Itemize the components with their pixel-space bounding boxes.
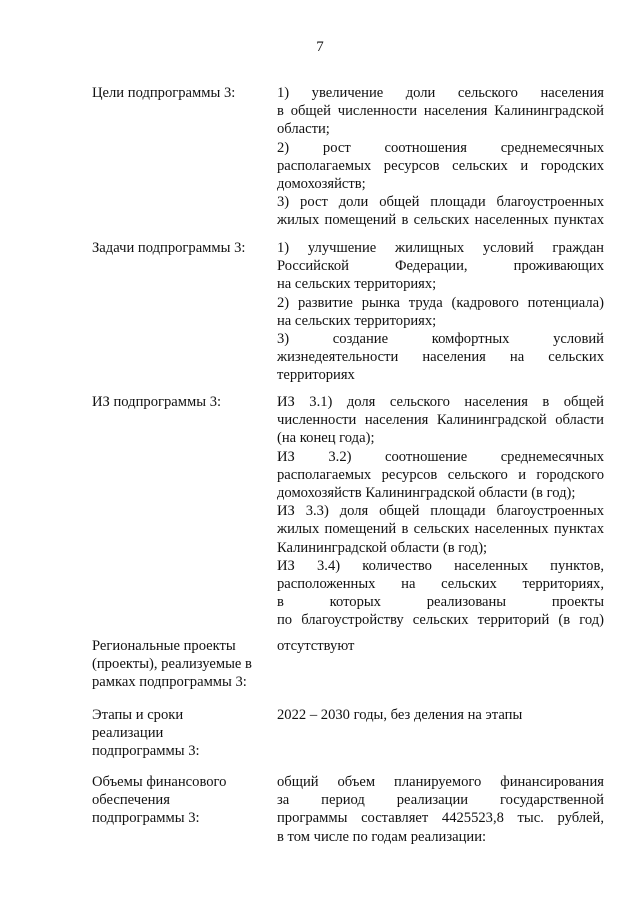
page-number: 7	[316, 39, 324, 55]
row-label-line: (проекты), реализуемые в	[92, 656, 252, 673]
row-content-line: (на конец года);	[277, 430, 375, 447]
row-content	[277, 773, 604, 846]
row-label-line: Задачи подпрограммы 3:	[92, 240, 246, 256]
row-content-line: жилых помещений в сельских населенных пунктах	[277, 212, 604, 229]
row-content-line: ИЗ 3.2) соотношение среднемесячных	[277, 448, 604, 465]
row-label	[92, 393, 270, 411]
row-label	[92, 706, 270, 761]
row-content-line: программы составляет 4425523,8 тыс. рублей,	[277, 810, 604, 827]
row-label-line: подпрограммы 3:	[92, 743, 200, 760]
row-content-line: располагаемых ресурсов сельского и городского	[277, 466, 604, 483]
row-label	[92, 773, 270, 828]
row-content-line: в том числе по годам реализации:	[277, 828, 487, 845]
row-content-line: в общей численности населения Калининградской	[277, 103, 604, 120]
row-content-line: общий объем планируемого финансирования	[277, 774, 604, 790]
row-content-line: по благоустройству сельских территорий (в год)	[277, 612, 604, 629]
row-content-line: домохозяйств Калининградской области (в год);	[277, 485, 576, 502]
row-label	[92, 239, 270, 257]
row-label-line: реализации	[92, 725, 164, 742]
row-label-line: Объемы финансового	[92, 774, 227, 790]
row-label-line: Цели подпрограммы 3:	[92, 85, 236, 101]
row-content-line: расположенных на сельских территориях,	[277, 576, 604, 593]
row-content-line: численности населения Калининградской области	[277, 412, 604, 429]
row-content-line: 3) создание комфортных условий	[277, 331, 604, 348]
row-content-line: на сельских территориях;	[277, 312, 437, 329]
row-label-line: Этапы и сроки	[92, 707, 184, 723]
row-content	[277, 84, 604, 230]
row-content-line: на сельских территориях;	[277, 276, 437, 293]
row-content-line: 3) рост доли общей площади благоустроенных	[277, 194, 604, 211]
row-content-line: жилых помещений в сельских населенных пунктах	[277, 521, 604, 538]
row-content	[277, 393, 604, 630]
row-label-line: подпрограммы 3:	[92, 810, 200, 827]
row-content-line: 2022 – 2030 годы, без деления на этапы	[277, 707, 523, 723]
row-content	[277, 239, 604, 385]
row-content	[277, 706, 604, 724]
row-content-line: области;	[277, 121, 330, 138]
row-label	[92, 84, 270, 102]
row-label-line: ИЗ подпрограммы 3:	[92, 394, 222, 410]
row-content-line: 1) увеличение доли сельского населения	[277, 85, 604, 101]
row-content-line: располагаемых ресурсов сельских и городских	[277, 157, 604, 174]
row-label-line: Региональные проекты	[92, 638, 236, 654]
row-content-line: территориях	[277, 367, 355, 384]
row-label-line: рамках подпрограммы 3:	[92, 674, 247, 691]
row-content-line: ИЗ 3.4) количество населенных пунктов,	[277, 557, 604, 574]
row-content-line: за период реализации государственной	[277, 792, 604, 809]
row-content-line: отсутствуют	[277, 638, 355, 654]
row-content-line: 1) улучшение жилищных условий граждан	[277, 240, 604, 256]
row-content-line: 2) развитие рынка труда (кадрового потенциала)	[277, 294, 604, 311]
row-content	[277, 637, 604, 655]
row-content-line: жизнедеятельности населения на сельских	[277, 349, 604, 366]
row-content-line: Калининградской области (в год);	[277, 539, 488, 556]
row-content-line: домохозяйств;	[277, 176, 366, 193]
row-content-line: ИЗ 3.1) доля сельского населения в общей	[277, 394, 604, 410]
row-label	[92, 637, 270, 692]
row-content-line: в которых реализованы проекты	[277, 594, 604, 611]
row-content-line: 2) рост соотношения среднемесячных	[277, 139, 604, 156]
row-label-line: обеспечения	[92, 792, 170, 809]
row-content-line: ИЗ 3.3) доля общей площади благоустроенных	[277, 503, 604, 520]
row-content-line: Российской Федерации, проживающих	[277, 258, 604, 275]
